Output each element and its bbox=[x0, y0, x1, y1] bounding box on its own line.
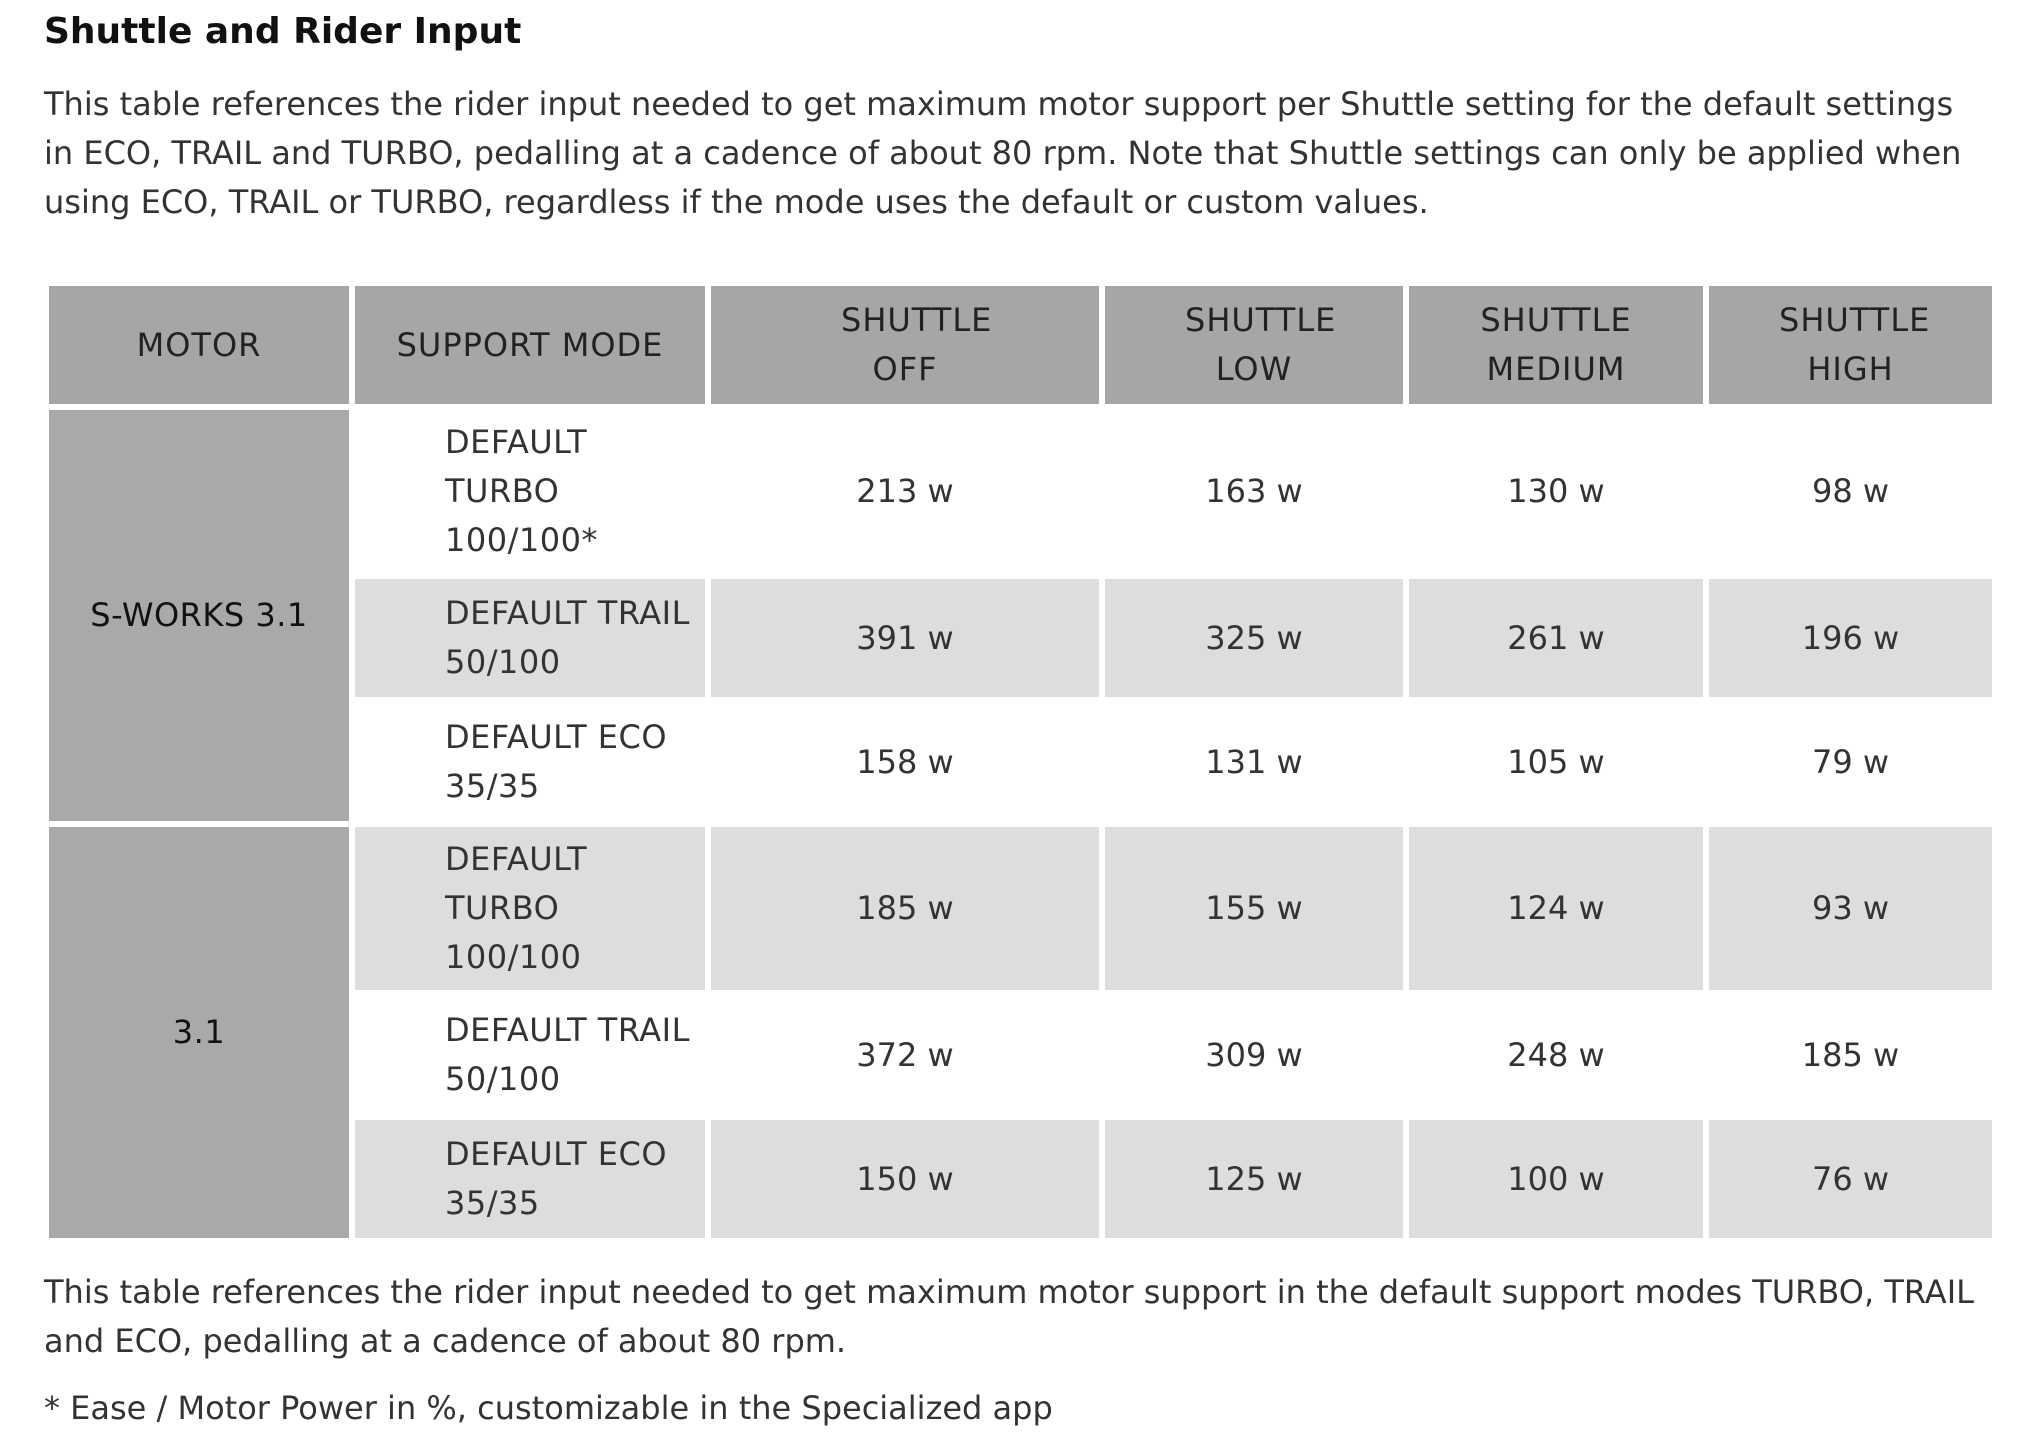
table-note: This table references the rider input needed to get maximum motor support in the default support modes TURBO, TRAIL and ECO, pedalling at a cadence of about 80 rpm. bbox=[44, 1273, 1974, 1360]
value-cell: 163 w bbox=[1105, 410, 1403, 573]
header-shuttle-off: SHUTTLE OFF bbox=[711, 286, 1099, 404]
value-cell: 391 w bbox=[711, 579, 1099, 697]
footnote: * Ease / Motor Power in %, customizable in the Specialized app bbox=[44, 1389, 1053, 1427]
value-cell: 79 w bbox=[1709, 703, 1992, 821]
support-mode-cell: DEFAULT TRAIL 50/100 bbox=[355, 996, 705, 1114]
table-row bbox=[49, 827, 1992, 990]
value-cell: 185 w bbox=[711, 827, 1099, 990]
header-row bbox=[49, 286, 1992, 404]
value-cell: 309 w bbox=[1105, 996, 1403, 1114]
header-shuttle-high: SHUTTLE HIGH bbox=[1709, 286, 1992, 404]
value-cell: 124 w bbox=[1409, 827, 1703, 990]
header-support-mode: SUPPORT MODE bbox=[355, 286, 705, 404]
value-cell: 131 w bbox=[1105, 703, 1403, 821]
intro-paragraph: This table references the rider input needed to get maximum motor support per Shuttle setting for the default settings in ECO, TRAIL and TURBO, pedalling at a cadence of about 80 rpm. Note that Shuttle settings can only be applied when using ECO, TRAIL or TURBO, regardless if the mode uses the default or custom values. bbox=[44, 85, 1962, 221]
support-mode-cell: DEFAULT TRAIL 50/100 bbox=[355, 579, 705, 697]
value-cell: 100 w bbox=[1409, 1120, 1703, 1238]
motor-cell: 3.1 bbox=[49, 827, 349, 1238]
header-motor: MOTOR bbox=[49, 286, 349, 404]
value-cell: 372 w bbox=[711, 996, 1099, 1114]
value-cell: 150 w bbox=[711, 1120, 1099, 1238]
support-mode-cell: DEFAULT TURBO 100/100 bbox=[355, 827, 705, 990]
header-shuttle-low: SHUTTLE LOW bbox=[1105, 286, 1403, 404]
shuttle-table bbox=[43, 280, 1998, 1244]
value-cell: 130 w bbox=[1409, 410, 1703, 573]
value-cell: 185 w bbox=[1709, 996, 1992, 1114]
value-cell: 125 w bbox=[1105, 1120, 1403, 1238]
page-title: Shuttle and Rider Input bbox=[44, 11, 522, 52]
support-mode-cell: DEFAULT ECO 35/35 bbox=[355, 1120, 705, 1238]
value-cell: 98 w bbox=[1709, 410, 1992, 573]
value-cell: 261 w bbox=[1409, 579, 1703, 697]
value-cell: 213 w bbox=[711, 410, 1099, 573]
support-mode-cell: DEFAULT TURBO 100/100* bbox=[355, 410, 705, 573]
value-cell: 155 w bbox=[1105, 827, 1403, 990]
header-shuttle-medium: SHUTTLE MEDIUM bbox=[1409, 286, 1703, 404]
value-cell: 248 w bbox=[1409, 996, 1703, 1114]
motor-cell: S-WORKS 3.1 bbox=[49, 410, 349, 821]
value-cell: 76 w bbox=[1709, 1120, 1992, 1238]
table-row bbox=[49, 410, 1992, 573]
value-cell: 325 w bbox=[1105, 579, 1403, 697]
value-cell: 196 w bbox=[1709, 579, 1992, 697]
value-cell: 93 w bbox=[1709, 827, 1992, 990]
value-cell: 158 w bbox=[711, 703, 1099, 821]
value-cell: 105 w bbox=[1409, 703, 1703, 821]
support-mode-cell: DEFAULT ECO 35/35 bbox=[355, 703, 705, 821]
